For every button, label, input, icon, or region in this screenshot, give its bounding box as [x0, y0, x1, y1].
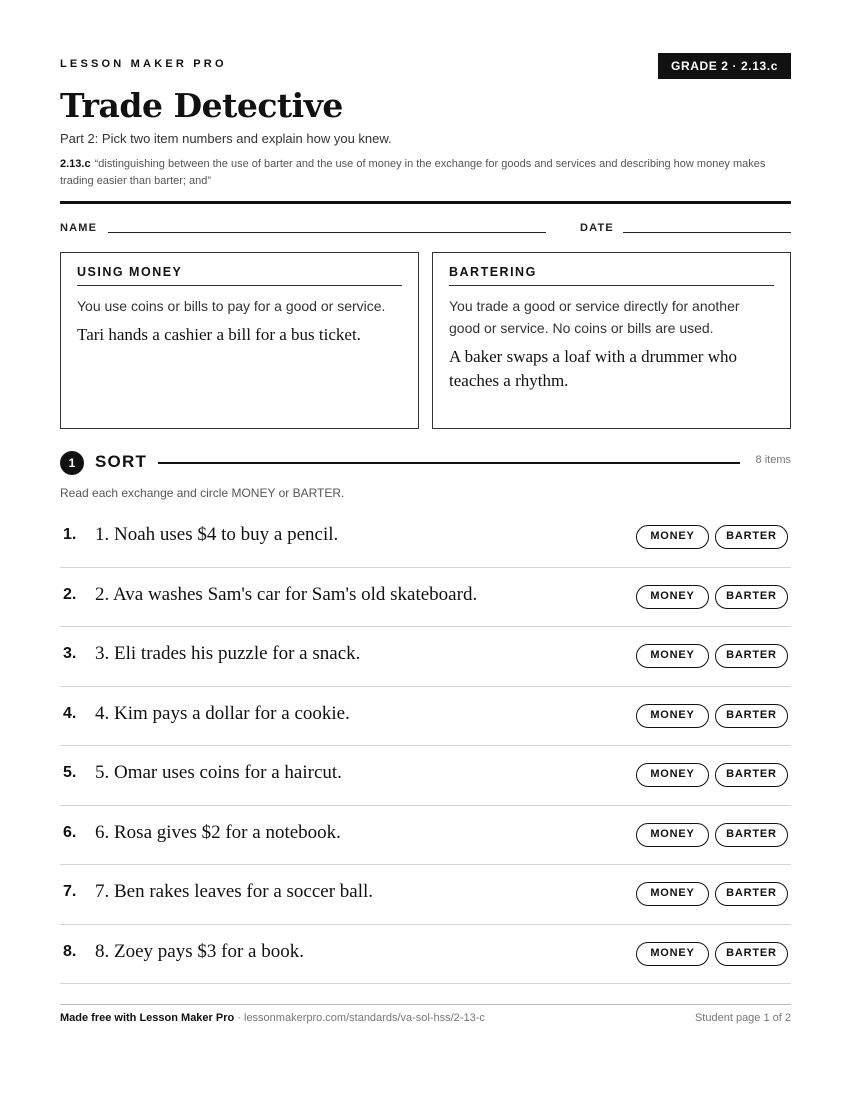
list-item — [60, 568, 791, 628]
money-choice-button[interactable]: MONEY — [636, 882, 709, 906]
money-choice-button[interactable]: MONEY — [636, 644, 709, 668]
definition-text: You use coins or bills to pay for a good or service. — [77, 298, 386, 314]
barter-choice-button[interactable]: BARTER — [715, 585, 788, 609]
header-divider — [60, 201, 791, 204]
item-number: 3. — [63, 645, 77, 662]
section-instruction: Read each exchange and circle MONEY or BARTER. — [60, 486, 345, 500]
barter-choice-button[interactable]: BARTER — [715, 882, 788, 906]
definition-box-money — [60, 252, 419, 429]
money-choice-button[interactable]: MONEY — [636, 763, 709, 787]
item-number: 8. — [63, 942, 77, 960]
date-label: DATE — [580, 222, 614, 234]
money-choice-button[interactable]: MONEY — [636, 823, 709, 847]
list-item — [60, 865, 791, 925]
list-item — [60, 806, 791, 866]
definition-example: Tari hands a cashier a bill for a bus ticket. — [77, 325, 361, 344]
item-list — [60, 508, 791, 984]
footer-credit — [60, 1012, 485, 1024]
name-field[interactable] — [108, 232, 546, 233]
name-label: NAME — [60, 222, 98, 234]
barter-choice-button[interactable]: BARTER — [715, 823, 788, 847]
item-number: 1. — [63, 526, 77, 543]
item-text: 1. Noah uses $4 to buy a pencil. — [95, 524, 339, 545]
footer-page-number: Student page 1 of 2 — [694, 1012, 791, 1024]
list-item — [60, 687, 791, 747]
footer-divider — [60, 1004, 791, 1005]
section-item-count: 8 items — [755, 454, 791, 466]
item-text: 6. Rosa gives $2 for a notebook. — [95, 821, 341, 843]
standard-code: 2.13.c — [60, 158, 91, 170]
item-text: 7. Ben rakes leaves for a soccer ball. — [95, 881, 374, 902]
money-choice-button[interactable]: MONEY — [636, 585, 709, 609]
grade-badge: GRADE 2 · 2.13.c — [658, 53, 791, 79]
item-number: 5. — [63, 764, 77, 781]
standard-text: “distinguishing between the use of barter and the use of money in the exchange for goods and services and describing how money makes trading easier than barter; and” — [60, 158, 766, 187]
section-number-badge: 1 — [60, 451, 84, 475]
page-title: Trade Detective — [60, 86, 343, 125]
list-item — [60, 746, 791, 806]
definition-heading: USING MONEY — [77, 265, 402, 286]
definition-example: A baker swaps a loaf with a drummer who teaches a rhythm. — [449, 347, 737, 390]
money-choice-button[interactable]: MONEY — [636, 704, 709, 728]
brand-name: LESSON MAKER PRO — [60, 58, 227, 70]
date-field[interactable] — [623, 232, 791, 233]
standard-description — [60, 156, 791, 190]
worksheet-page — [60, 0, 791, 1100]
item-text: 3. Eli trades his puzzle for a snack. — [95, 643, 361, 664]
item-number: 2. — [63, 585, 77, 603]
list-item — [60, 925, 791, 985]
money-choice-button[interactable]: MONEY — [636, 942, 709, 966]
definition-box-barter — [432, 252, 791, 429]
item-number: 4. — [63, 704, 77, 722]
barter-choice-button[interactable]: BARTER — [715, 644, 788, 668]
section-title: SORT — [95, 452, 148, 471]
definition-text: You trade a good or service directly for another good or service. No coins or bills are used. — [449, 298, 740, 336]
item-text: 8. Zoey pays $3 for a book. — [95, 940, 304, 962]
footer-made-with: Made free with Lesson Maker Pro — [60, 1012, 235, 1024]
item-number: 6. — [63, 823, 77, 841]
money-choice-button[interactable]: MONEY — [636, 525, 709, 549]
item-text: 5. Omar uses coins for a haircut. — [95, 762, 342, 783]
barter-choice-button[interactable]: BARTER — [715, 525, 788, 549]
section-divider — [158, 462, 740, 464]
page-subtitle: Part 2: Pick two item numbers and explain how you knew. — [60, 131, 392, 146]
definition-heading: BARTERING — [449, 265, 774, 286]
list-item — [60, 627, 791, 687]
item-text: 2. Ava washes Sam's car for Sam's old skateboard. — [95, 583, 478, 605]
barter-choice-button[interactable]: BARTER — [715, 704, 788, 728]
item-text: 4. Kim pays a dollar for a cookie. — [95, 702, 350, 724]
item-number: 7. — [63, 883, 77, 900]
footer-url: · lessonmakerpro.com/standards/va-sol-hss/2-13-c — [234, 1012, 485, 1024]
barter-choice-button[interactable]: BARTER — [715, 763, 788, 787]
list-item — [60, 508, 791, 568]
barter-choice-button[interactable]: BARTER — [715, 942, 788, 966]
